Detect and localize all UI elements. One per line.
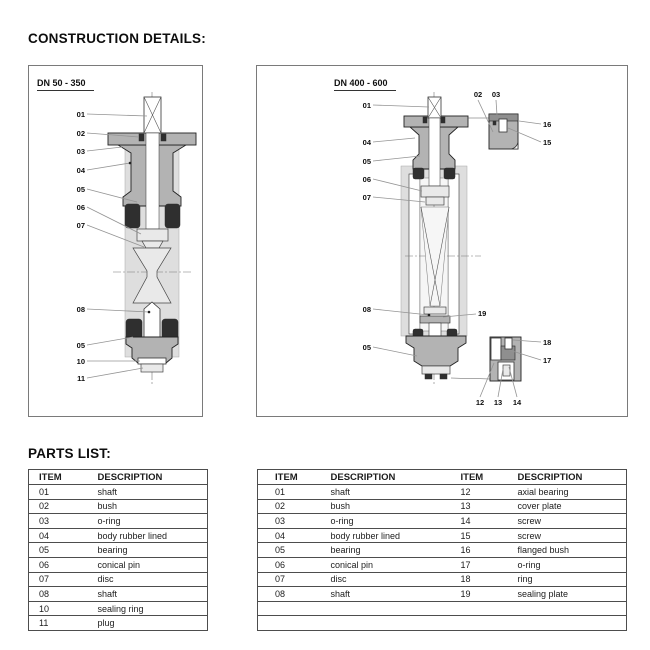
table-cell: o-ring	[495, 557, 627, 572]
table-cell: 04	[258, 528, 313, 543]
leader-line	[87, 163, 130, 170]
table-cell: 04	[29, 528, 88, 543]
column-header: ITEM	[440, 470, 495, 485]
table-cell: 11	[29, 616, 88, 631]
table-row	[258, 616, 627, 631]
column-header: DESCRIPTION	[495, 470, 627, 485]
callout-label-03: 03	[76, 147, 85, 156]
leader-line	[87, 114, 147, 116]
table-cell: shaft	[313, 587, 440, 602]
flanged-bush	[499, 119, 507, 132]
table-cell: ring	[495, 572, 627, 587]
callout-label-05: 05	[362, 343, 371, 352]
table-cell: 03	[29, 514, 88, 529]
leader-dot	[148, 311, 151, 314]
table-cell: flanged bush	[495, 543, 627, 558]
callout-label-10: 10	[76, 357, 85, 366]
callout-label-05: 05	[362, 157, 371, 166]
table-row	[29, 528, 208, 543]
valve-cross-section-dn50-350	[29, 66, 202, 416]
table-cell: o-ring	[313, 514, 440, 529]
valve-bottom-flange	[126, 337, 178, 372]
callout-label-12: 12	[475, 398, 485, 407]
ring-detail	[505, 338, 512, 349]
table-row	[258, 499, 627, 514]
table-cell: disc	[88, 572, 208, 587]
table-cell: shaft	[88, 485, 208, 500]
table-cell: axial bearing	[495, 485, 627, 500]
table-cell	[258, 601, 313, 616]
table-cell: 19	[440, 587, 495, 602]
callout-label-07: 07	[76, 221, 85, 230]
callout-label-16: 16	[543, 120, 552, 129]
table-row	[258, 528, 627, 543]
table-cell: 17	[440, 557, 495, 572]
leader-line	[373, 105, 429, 107]
table-cell: screw	[495, 528, 627, 543]
diagram-title-dn400-600: DN 400 - 600	[334, 78, 396, 91]
table-row	[258, 601, 627, 616]
table-cell: conical pin	[313, 557, 440, 572]
table-cell: 18	[440, 572, 495, 587]
table-cell: 12	[440, 485, 495, 500]
callout-label-06: 06	[362, 175, 371, 184]
table-row	[29, 616, 208, 631]
o-ring-detail	[493, 121, 496, 125]
table-cell: shaft	[313, 485, 440, 500]
table-cell: 08	[258, 587, 313, 602]
table-cell: body rubber lined	[88, 528, 208, 543]
leader-line	[373, 347, 417, 356]
screw-detail	[503, 365, 510, 376]
table-cell: body rubber lined	[313, 528, 440, 543]
callout-label-04: 04	[76, 166, 85, 175]
diagram-panel-dn50-350	[28, 65, 203, 417]
callout-label-01: 01	[76, 110, 85, 119]
diagram-title-dn50-350: DN 50 - 350	[37, 78, 94, 91]
table-cell	[313, 601, 440, 616]
table-cell: bearing	[88, 543, 208, 558]
valve-bottom-flange	[406, 336, 466, 379]
callout-label-01: 01	[362, 101, 371, 110]
table-row	[258, 587, 627, 602]
callout-label-08: 08	[362, 305, 371, 314]
table-row	[29, 499, 208, 514]
callout-label-02: 02	[473, 90, 483, 99]
table-cell: 15	[440, 528, 495, 543]
table-cell: 13	[440, 499, 495, 514]
table-cell: 02	[258, 499, 313, 514]
table-row	[258, 572, 627, 587]
table-cell: 10	[29, 601, 88, 616]
callout-label-18: 18	[543, 338, 552, 347]
callout-label-17: 17	[543, 356, 552, 365]
parts-list-heading: PARTS LIST:	[28, 446, 111, 461]
table-header-row	[29, 470, 208, 485]
table-row	[29, 485, 208, 500]
table-cell: o-ring	[88, 514, 208, 529]
callout-label-06: 06	[76, 203, 85, 212]
diagram-panel-dn400-600	[256, 65, 628, 417]
table-cell: conical pin	[88, 557, 208, 572]
leader-line	[519, 121, 541, 124]
table-cell: shaft	[88, 587, 208, 602]
table-cell: disc	[313, 572, 440, 587]
table-cell: 06	[29, 557, 88, 572]
table-row	[29, 601, 208, 616]
table-cell: 16	[440, 543, 495, 558]
table-cell: cover plate	[495, 499, 627, 514]
column-header: DESCRIPTION	[88, 470, 208, 485]
table-row	[258, 557, 627, 572]
callout-label-02: 02	[76, 129, 85, 138]
table-cell: bush	[88, 499, 208, 514]
callout-label-13: 13	[493, 398, 503, 407]
callout-label-14: 14	[512, 398, 522, 407]
valve-cross-section-dn400-600	[257, 66, 627, 416]
table-cell: plug	[88, 616, 208, 631]
table-row	[29, 572, 208, 587]
table-cell: 14	[440, 514, 495, 529]
table-cell	[495, 601, 627, 616]
table-cell: bush	[313, 499, 440, 514]
bottom-bearing-detail-inset	[490, 337, 521, 381]
parts-table-dn50-350	[28, 469, 208, 631]
leader-line	[87, 368, 143, 378]
table-cell	[440, 601, 495, 616]
plug	[141, 364, 163, 372]
table-cell: bearing	[313, 543, 440, 558]
column-header: ITEM	[258, 470, 313, 485]
table-cell: sealing plate	[495, 587, 627, 602]
top-bearing-detail-inset	[489, 114, 518, 149]
table-row	[29, 587, 208, 602]
leader-line	[496, 100, 497, 115]
table-row	[29, 557, 208, 572]
table-row	[258, 485, 627, 500]
callout-label-03: 03	[491, 90, 501, 99]
sealing-ring	[138, 358, 166, 364]
leader-dot	[129, 162, 132, 165]
table-cell: 07	[258, 572, 313, 587]
callout-label-04: 04	[362, 138, 371, 147]
table-cell: screw	[495, 514, 627, 529]
column-header: DESCRIPTION	[313, 470, 440, 485]
column-header: ITEM	[29, 470, 88, 485]
callout-label-05: 05	[76, 341, 85, 350]
table-cell: 03	[258, 514, 313, 529]
callout-label-15: 15	[543, 138, 552, 147]
table-row	[258, 514, 627, 529]
table-cell: 01	[29, 485, 88, 500]
table-header-row	[258, 470, 627, 485]
table-cell: 06	[258, 557, 313, 572]
construction-details-heading: CONSTRUCTION DETAILS:	[28, 31, 206, 46]
callout-label-05: 05	[76, 185, 85, 194]
table-cell	[258, 616, 313, 631]
leader-dot	[428, 314, 431, 317]
table-cell: 08	[29, 587, 88, 602]
table-cell	[495, 616, 627, 631]
callout-label-07: 07	[362, 193, 371, 202]
table-row	[29, 543, 208, 558]
table-row	[258, 543, 627, 558]
table-cell: 07	[29, 572, 88, 587]
table-cell	[313, 616, 440, 631]
callout-label-08: 08	[76, 305, 85, 314]
parts-table-dn400-600	[257, 469, 627, 631]
table-cell: 02	[29, 499, 88, 514]
table-row	[29, 514, 208, 529]
table-cell: 05	[258, 543, 313, 558]
callout-label-11: 11	[77, 374, 85, 383]
table-cell	[440, 616, 495, 631]
leader-line	[373, 138, 415, 142]
callout-label-19: 19	[478, 309, 487, 318]
table-cell: 05	[29, 543, 88, 558]
leader-line	[87, 147, 122, 151]
table-cell: sealing ring	[88, 601, 208, 616]
valve-shaft-top	[428, 97, 441, 186]
table-cell: 01	[258, 485, 313, 500]
